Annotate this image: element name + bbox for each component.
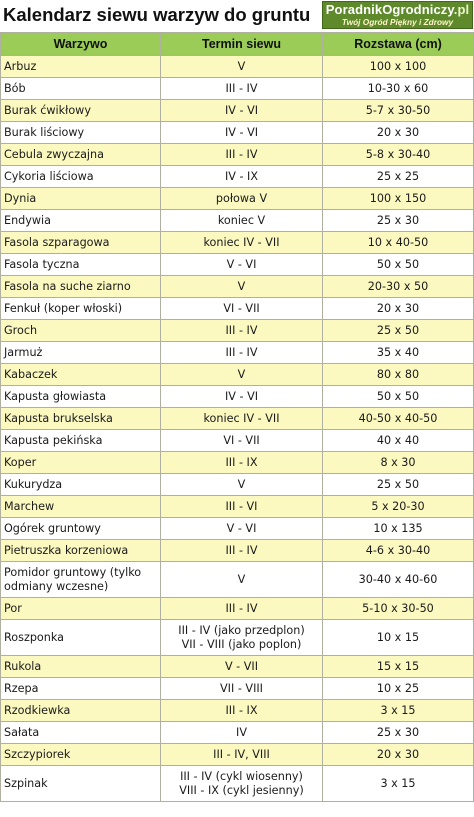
cell-spacing: 20 x 30 xyxy=(323,744,474,766)
cell-vegetable: Koper xyxy=(1,452,161,474)
cell-sowing-time xyxy=(161,56,323,78)
table-row xyxy=(1,298,474,320)
cell-vegetable: Roszponka xyxy=(1,620,161,656)
cell-vegetable: Pomidor gruntowy (tylko odmiany wczesne) xyxy=(1,562,161,598)
cell-spacing: 25 x 50 xyxy=(323,320,474,342)
cell-sowing-time xyxy=(161,656,323,678)
cell-spacing: 5-10 x 30-50 xyxy=(323,598,474,620)
table-row xyxy=(1,210,474,232)
table-row xyxy=(1,678,474,700)
cell-sowing-time-line: V xyxy=(237,477,246,491)
cell-vegetable: Rzodkiewka xyxy=(1,700,161,722)
cell-sowing-time-line: III - IV (jako przedplon) xyxy=(178,623,305,637)
brand-name-main: PoradnikOgrodniczy xyxy=(325,2,454,17)
page-title: Kalendarz siewu warzyw do gruntu xyxy=(3,4,311,25)
table-row xyxy=(1,496,474,518)
brand-logo xyxy=(322,1,473,29)
cell-spacing: 25 x 30 xyxy=(323,210,474,232)
cell-sowing-time xyxy=(161,386,323,408)
sowing-table xyxy=(0,32,474,802)
cell-spacing: 8 x 30 xyxy=(323,452,474,474)
table-row xyxy=(1,744,474,766)
table-row xyxy=(1,166,474,188)
cell-spacing: 10 x 15 xyxy=(323,620,474,656)
cell-spacing: 25 x 30 xyxy=(323,722,474,744)
cell-vegetable: Kapusta głowiasta xyxy=(1,386,161,408)
cell-sowing-time-line: V - VII xyxy=(224,659,259,673)
cell-sowing-time-line: V xyxy=(237,367,246,381)
cell-spacing: 20-30 x 50 xyxy=(323,276,474,298)
cell-vegetable: Ogórek gruntowy xyxy=(1,518,161,540)
cell-sowing-time-line: III - VI xyxy=(225,499,258,513)
table-row xyxy=(1,656,474,678)
cell-sowing-time-line: VI - VII xyxy=(223,301,260,315)
cell-vegetable: Burak liściowy xyxy=(1,122,161,144)
cell-sowing-time-line: V - VI xyxy=(226,257,257,271)
cell-sowing-time xyxy=(161,678,323,700)
cell-sowing-time-line: III - IV xyxy=(225,543,258,557)
cell-sowing-time xyxy=(161,364,323,386)
cell-vegetable: Rzepa xyxy=(1,678,161,700)
cell-spacing: 10-30 x 60 xyxy=(323,78,474,100)
cell-sowing-time xyxy=(161,598,323,620)
cell-spacing: 20 x 30 xyxy=(323,122,474,144)
cell-spacing: 100 x 150 xyxy=(323,188,474,210)
table-row xyxy=(1,540,474,562)
cell-spacing: 50 x 50 xyxy=(323,386,474,408)
cell-sowing-time xyxy=(161,430,323,452)
table-row xyxy=(1,452,474,474)
table-row xyxy=(1,518,474,540)
cell-sowing-time xyxy=(161,744,323,766)
cell-vegetable: Fenkuł (koper włoski) xyxy=(1,298,161,320)
cell-spacing: 10 x 25 xyxy=(323,678,474,700)
cell-sowing-time xyxy=(161,122,323,144)
cell-spacing: 5 x 20-30 xyxy=(323,496,474,518)
cell-sowing-time-line: III - IV xyxy=(225,323,258,337)
cell-sowing-time-line: VI - VII xyxy=(223,433,260,447)
cell-spacing: 40 x 40 xyxy=(323,430,474,452)
cell-sowing-time-line: VII - VIII (jako poplon) xyxy=(181,637,302,651)
brand-slogan: Twój Ogród Piękny i Zdrowy xyxy=(341,17,454,27)
cell-spacing: 10 x 135 xyxy=(323,518,474,540)
cell-sowing-time-line: III - IX xyxy=(225,455,258,469)
cell-sowing-time-line: koniec V xyxy=(217,213,266,227)
cell-sowing-time xyxy=(161,700,323,722)
table-row xyxy=(1,766,474,802)
cell-sowing-time-line: V xyxy=(237,279,246,293)
cell-sowing-time xyxy=(161,766,323,802)
cell-spacing: 80 x 80 xyxy=(323,364,474,386)
cell-vegetable: Groch xyxy=(1,320,161,342)
cell-spacing: 30-40 x 40-60 xyxy=(323,562,474,598)
cell-sowing-time xyxy=(161,276,323,298)
column-header-vegetable: Warzywo xyxy=(1,33,161,56)
cell-spacing: 4-6 x 30-40 xyxy=(323,540,474,562)
cell-vegetable: Marchew xyxy=(1,496,161,518)
cell-sowing-time xyxy=(161,144,323,166)
column-header-spacing: Rozstawa (cm) xyxy=(323,33,474,56)
cell-vegetable: Rukola xyxy=(1,656,161,678)
cell-vegetable: Por xyxy=(1,598,161,620)
brand-name-tld: .pl xyxy=(453,2,470,17)
cell-sowing-time xyxy=(161,210,323,232)
table-row xyxy=(1,386,474,408)
brand-name xyxy=(323,3,472,17)
cell-sowing-time xyxy=(161,620,323,656)
cell-sowing-time xyxy=(161,254,323,276)
table-row xyxy=(1,232,474,254)
cell-sowing-time-line: VII - VIII xyxy=(220,681,263,695)
cell-sowing-time-line: IV - VI xyxy=(224,389,259,403)
table-row xyxy=(1,364,474,386)
cell-vegetable: Burak ćwikłowy xyxy=(1,100,161,122)
table-row xyxy=(1,100,474,122)
table-row xyxy=(1,722,474,744)
cell-spacing: 20 x 30 xyxy=(323,298,474,320)
cell-vegetable: Endywia xyxy=(1,210,161,232)
cell-sowing-time-line: V - VI xyxy=(226,521,257,535)
cell-sowing-time-line: IV - VI xyxy=(224,103,259,117)
table-row xyxy=(1,562,474,598)
cell-sowing-time-line: koniec IV - VII xyxy=(203,411,280,425)
cell-vegetable: Fasola tyczna xyxy=(1,254,161,276)
cell-vegetable: Dynia xyxy=(1,188,161,210)
cell-sowing-time xyxy=(161,320,323,342)
cell-sowing-time xyxy=(161,100,323,122)
cell-sowing-time xyxy=(161,188,323,210)
cell-sowing-time xyxy=(161,496,323,518)
cell-sowing-time xyxy=(161,518,323,540)
cell-sowing-time-line: IV - VI xyxy=(224,125,259,139)
cell-spacing: 3 x 15 xyxy=(323,700,474,722)
table-header-row xyxy=(1,33,474,56)
table-row xyxy=(1,408,474,430)
cell-vegetable: Kapusta pekińska xyxy=(1,430,161,452)
cell-vegetable: Kukurydza xyxy=(1,474,161,496)
cell-sowing-time xyxy=(161,722,323,744)
table-row xyxy=(1,598,474,620)
table-row xyxy=(1,700,474,722)
cell-sowing-time-line: III - IV (cykl wiosenny) xyxy=(180,769,303,783)
cell-vegetable: Kabaczek xyxy=(1,364,161,386)
cell-vegetable: Arbuz xyxy=(1,56,161,78)
cell-sowing-time-line: III - IV xyxy=(225,601,258,615)
table-row xyxy=(1,78,474,100)
cell-spacing: 15 x 15 xyxy=(323,656,474,678)
cell-sowing-time xyxy=(161,232,323,254)
cell-vegetable: Jarmuż xyxy=(1,342,161,364)
table-row xyxy=(1,188,474,210)
cell-sowing-time xyxy=(161,342,323,364)
cell-spacing: 10 x 40-50 xyxy=(323,232,474,254)
cell-sowing-time-line: III - IV xyxy=(225,147,258,161)
cell-sowing-time-line: III - IX xyxy=(225,703,258,717)
cell-spacing: 35 x 40 xyxy=(323,342,474,364)
cell-vegetable: Cebula zwyczajna xyxy=(1,144,161,166)
table-row xyxy=(1,474,474,496)
cell-vegetable: Fasola na suche ziarno xyxy=(1,276,161,298)
cell-sowing-time-line: połowa V xyxy=(215,191,268,205)
table-row xyxy=(1,122,474,144)
cell-sowing-time-line: V xyxy=(237,572,246,586)
table-row xyxy=(1,254,474,276)
cell-sowing-time-line: IV xyxy=(236,725,247,739)
cell-sowing-time xyxy=(161,298,323,320)
cell-sowing-time xyxy=(161,452,323,474)
cell-sowing-time-line: III - IV xyxy=(225,81,258,95)
cell-vegetable: Sałata xyxy=(1,722,161,744)
cell-sowing-time-line: VIII - IX (cykl jesienny) xyxy=(179,783,304,797)
cell-sowing-time xyxy=(161,540,323,562)
table-row xyxy=(1,620,474,656)
cell-vegetable: Fasola szparagowa xyxy=(1,232,161,254)
cell-sowing-time xyxy=(161,166,323,188)
cell-spacing: 5-7 x 30-50 xyxy=(323,100,474,122)
cell-spacing: 25 x 25 xyxy=(323,166,474,188)
table-row xyxy=(1,56,474,78)
table-row xyxy=(1,276,474,298)
cell-spacing: 3 x 15 xyxy=(323,766,474,802)
cell-sowing-time xyxy=(161,408,323,430)
cell-spacing: 25 x 50 xyxy=(323,474,474,496)
cell-vegetable: Cykoria liściowa xyxy=(1,166,161,188)
table-row xyxy=(1,144,474,166)
cell-spacing: 50 x 50 xyxy=(323,254,474,276)
cell-sowing-time-line: koniec IV - VII xyxy=(203,235,280,249)
table-row xyxy=(1,320,474,342)
cell-sowing-time xyxy=(161,78,323,100)
cell-sowing-time-line: V xyxy=(237,59,246,73)
cell-sowing-time xyxy=(161,474,323,496)
cell-spacing: 5-8 x 30-40 xyxy=(323,144,474,166)
table-row xyxy=(1,430,474,452)
cell-vegetable: Szczypiorek xyxy=(1,744,161,766)
cell-vegetable: Szpinak xyxy=(1,766,161,802)
header xyxy=(0,0,474,32)
cell-sowing-time-line: IV - IX xyxy=(224,169,259,183)
cell-vegetable: Pietruszka korzeniowa xyxy=(1,540,161,562)
cell-sowing-time xyxy=(161,562,323,598)
cell-spacing: 40-50 x 40-50 xyxy=(323,408,474,430)
cell-vegetable: Bób xyxy=(1,78,161,100)
cell-sowing-time-line: III - IV xyxy=(225,345,258,359)
cell-spacing: 100 x 100 xyxy=(323,56,474,78)
column-header-sowing-time: Termin siewu xyxy=(161,33,323,56)
cell-vegetable: Kapusta brukselska xyxy=(1,408,161,430)
cell-sowing-time-line: III - IV, VIII xyxy=(213,747,270,761)
table-row xyxy=(1,342,474,364)
